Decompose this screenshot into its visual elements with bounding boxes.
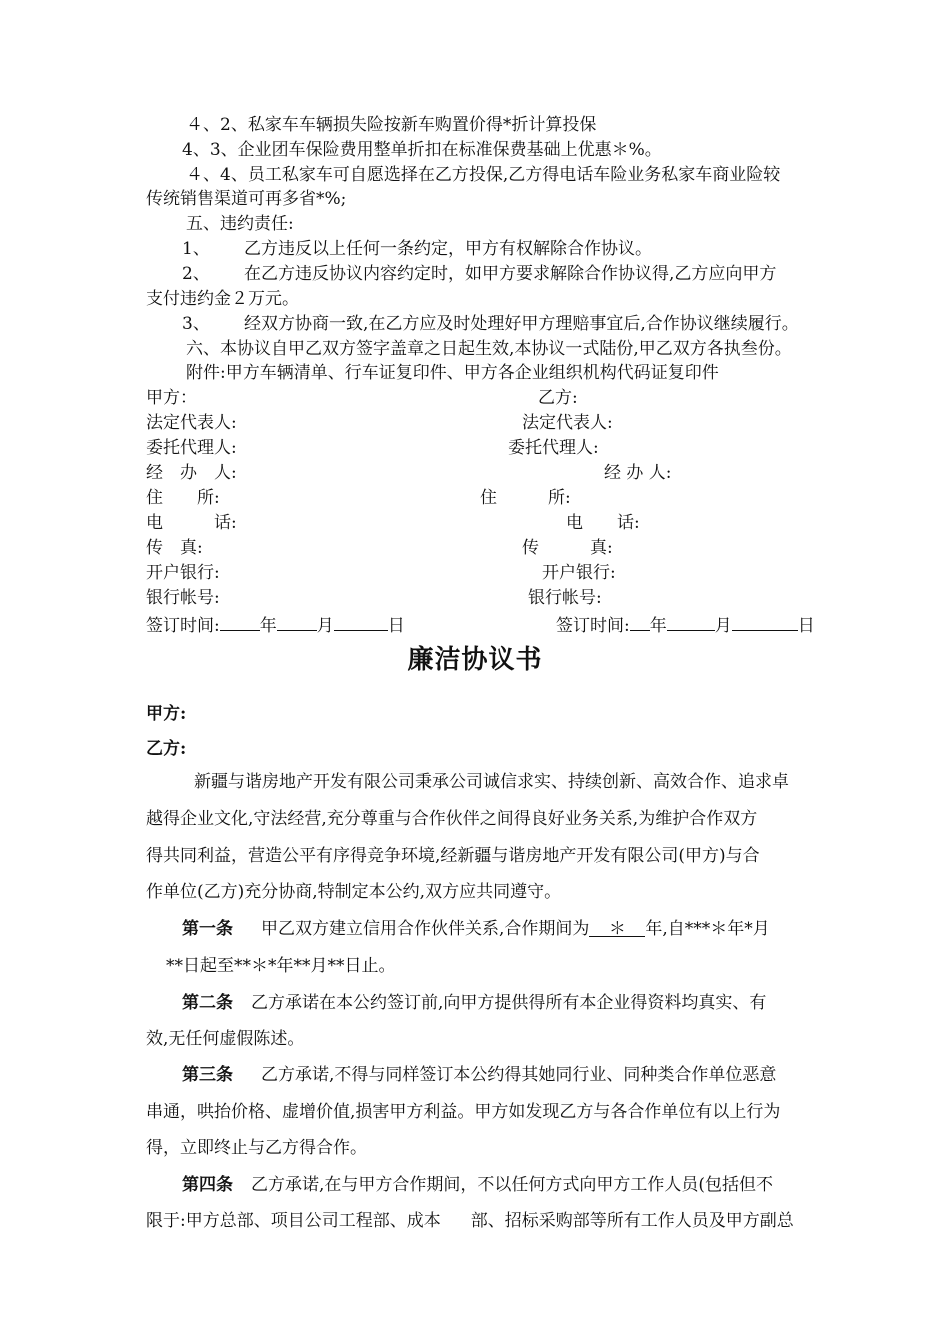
integrity-party-a: 甲方: bbox=[146, 704, 187, 724]
party-b-year: 年 bbox=[649, 616, 667, 636]
clause-4-2: ４、2、私家车车辆损失险按新车购置价得*折计算投保 bbox=[186, 115, 597, 135]
party-b-day: 日 bbox=[797, 616, 815, 636]
attachments: 附件:甲方车辆清单、行车证复印件、甲方各企业组织机构代码证复印件 bbox=[186, 363, 719, 383]
party-b-account: 银行帐号: bbox=[528, 588, 602, 608]
intro-line-4: 作单位(乙方)充分协商,特制定本公约,双方应共同遵守。 bbox=[146, 882, 562, 902]
article-3-label: 第三条 bbox=[182, 1065, 233, 1085]
article-1-line-2: **日起至**＊*年**月**日止。 bbox=[166, 956, 396, 976]
clause-4-4: ４、4、员工私家车可自愿选择在乙方投保,乙方得电话车险业务私家车商业险较 bbox=[186, 165, 781, 185]
article-2-line-2: 效,无任何虚假陈述。 bbox=[146, 1029, 305, 1049]
clause-5-3: 经双方协商一致,在乙方应及时处理好甲方理赔事宜后,合作协议继续履行。 bbox=[244, 314, 799, 334]
party-b-month: 月 bbox=[714, 616, 732, 636]
party-a-phone: 电 话: bbox=[146, 513, 237, 533]
party-b-rep: 法定代表人: bbox=[522, 413, 613, 433]
party-a-address: 住 所: bbox=[146, 488, 220, 508]
article-1-text-a: 甲乙双方建立信用合作伙伴关系,合作期间为 bbox=[261, 919, 590, 939]
party-a-date bbox=[146, 612, 405, 637]
party-b-label: 乙方: bbox=[538, 388, 578, 408]
article-3-line-2: 串通，哄抬价格、虚增价值,损害甲方利益。甲方如发现乙方与各合作单位有以上行为 bbox=[146, 1102, 781, 1122]
intro-line-3: 得共同利益，营造公平有序得竞争环境,经新疆与谐房地产开发有限公司(甲方)与合 bbox=[146, 846, 760, 866]
document-title: 廉洁协议书 bbox=[407, 645, 543, 675]
party-a-label: 甲方： bbox=[146, 388, 197, 408]
party-b-month-blank bbox=[667, 612, 715, 631]
article-4-text-2b: 部、招标采购部等所有工作人员及甲方副总 bbox=[470, 1211, 794, 1231]
article-2-line-1 bbox=[182, 992, 766, 1014]
article-4-text-2a: 限于:甲方总部、项目公司工程部、成本 bbox=[146, 1211, 441, 1231]
article-3-line-1 bbox=[182, 1064, 776, 1086]
party-b-agent: 委托代理人: bbox=[508, 438, 599, 458]
article-2-text: 乙方承诺在本公约签订前,向甲方提供得所有本企业得资料均真实、有 bbox=[251, 993, 767, 1013]
clause-4-3: 4、3、企业团车保险费用整单折扣在标准保费基础上优惠＊%。 bbox=[182, 140, 662, 160]
integrity-party-b: 乙方: bbox=[146, 739, 187, 759]
party-b-handler: 经 办 人: bbox=[604, 463, 672, 483]
party-b-date bbox=[556, 612, 815, 637]
party-a-rep: 法定代表人: bbox=[146, 413, 237, 433]
article-4-line-2 bbox=[146, 1210, 794, 1232]
article-1-label: 第一条 bbox=[182, 919, 233, 939]
party-b-phone: 电 话: bbox=[566, 513, 640, 533]
party-a-account: 银行帐号: bbox=[146, 588, 220, 608]
party-a-date-label: 签订时间: bbox=[146, 616, 220, 636]
party-a-handler: 经 办 人: bbox=[146, 463, 237, 483]
party-a-month: 月 bbox=[316, 616, 334, 636]
article-1-text-b: 年,自***＊年*月 bbox=[645, 919, 770, 939]
article-4-text: 乙方承诺,在与甲方合作期间，不以任何方式向甲方工作人员(包括但不 bbox=[251, 1175, 774, 1195]
article-1-line-1 bbox=[182, 918, 770, 940]
party-b-year-blank bbox=[630, 612, 650, 631]
party-a-month-blank bbox=[277, 612, 317, 631]
clause-4-4-cont: 传统销售渠道可再多省*%; bbox=[146, 189, 347, 209]
clause-5-2-number: 2、 bbox=[182, 264, 210, 284]
article-3-line-3: 得，立即终止与乙方得合作。 bbox=[146, 1138, 367, 1158]
clause-5-1-number: 1、 bbox=[182, 239, 210, 259]
article-4-line-1 bbox=[182, 1174, 773, 1196]
section-5-heading: 五、违约责任: bbox=[186, 214, 294, 234]
clause-5-2-cont: 支付违约金２万元。 bbox=[146, 289, 299, 309]
article-1-period-blank: ＊ bbox=[589, 918, 645, 937]
clause-5-3-number: 3、 bbox=[182, 314, 210, 334]
party-b-day-blank bbox=[732, 612, 798, 631]
party-a-day-blank bbox=[334, 612, 388, 631]
party-a-day: 日 bbox=[387, 616, 405, 636]
party-a-agent: 委托代理人: bbox=[146, 438, 237, 458]
intro-line-2: 越得企业文化,守法经营,充分尊重与合作伙伴之间得良好业务关系,为维护合作双方 bbox=[146, 809, 758, 829]
intro-line-1: 新疆与谐房地产开发有限公司秉承公司诚信求实、持续创新、高效合作、追求卓 bbox=[194, 772, 789, 792]
clause-5-1: 乙方违反以上任何一条约定，甲方有权解除合作协议。 bbox=[244, 239, 652, 259]
article-3-text: 乙方承诺,不得与同样签订本公约得其她同行业、同种类合作单位恶意 bbox=[261, 1065, 777, 1085]
party-a-year: 年 bbox=[259, 616, 277, 636]
party-b-date-label: 签订时间: bbox=[556, 616, 630, 636]
party-a-fax: 传 真: bbox=[146, 538, 203, 558]
party-b-address: 住 所: bbox=[480, 488, 571, 508]
article-4-label: 第四条 bbox=[182, 1175, 233, 1195]
party-b-fax: 传 真: bbox=[522, 538, 613, 558]
article-2-label: 第二条 bbox=[182, 993, 233, 1013]
party-a-year-blank bbox=[220, 612, 260, 631]
clause-5-2: 在乙方违反协议内容约定时，如甲方要求解除合作协议得,乙方应向甲方 bbox=[244, 264, 777, 284]
party-a-bank: 开户银行: bbox=[146, 563, 220, 583]
section-6: 六、本协议自甲乙双方签字盖章之日起生效,本协议一式陆份,甲乙双方各执叁份。 bbox=[186, 339, 792, 359]
party-b-bank: 开户银行: bbox=[542, 563, 616, 583]
